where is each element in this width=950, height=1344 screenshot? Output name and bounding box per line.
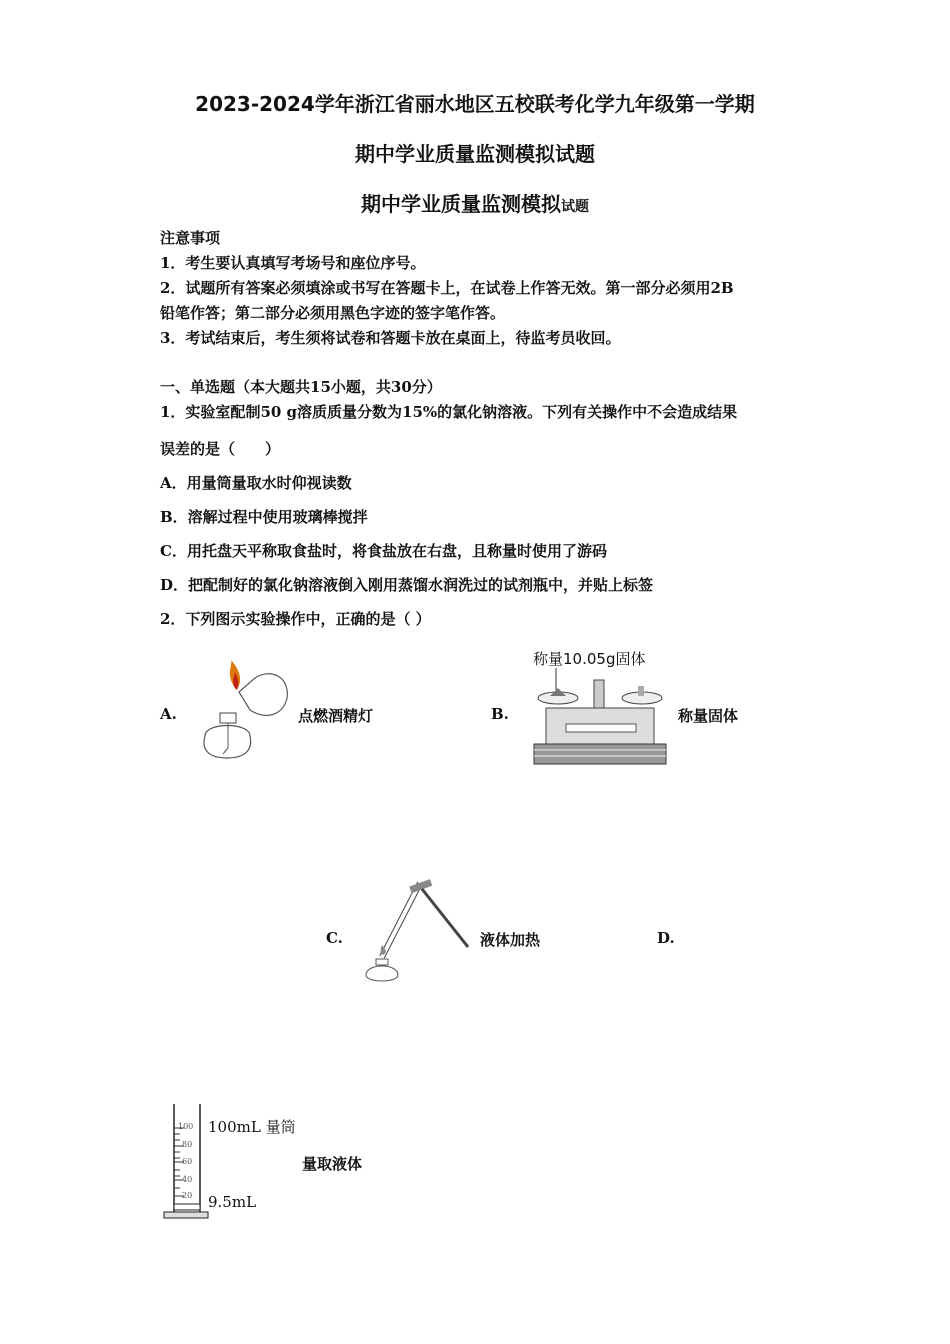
q2-option-a-caption: 点燃酒精灯 — [298, 707, 374, 725]
q2-option-c-letter: C. — [326, 929, 343, 947]
cylinder-label-bottom: 9.5mL — [208, 1193, 257, 1211]
q1-option-b: B．溶解过程中使用玻璃棒搅拌 — [160, 508, 368, 526]
q2-option-c-caption: 液体加热 — [480, 931, 541, 949]
section-heading: 一、单选题（本大题共15小题，共30分） — [160, 378, 442, 396]
balance-figure-label: 称量10.05g固体 — [533, 650, 646, 668]
alcohol-lamp-lighting-figure — [195, 658, 295, 762]
q1-option-a: A．用量筒量取水时仰视读数 — [160, 474, 352, 492]
q2-option-b-caption: 称量固体 — [678, 707, 739, 725]
q2-option-d-letter: D. — [657, 929, 675, 947]
q2-option-a-letter: A. — [160, 705, 177, 723]
q1-option-d: D．把配制好的氯化钠溶液倒入刚用蒸馏水润洗过的试剂瓶中，并贴上标签 — [160, 576, 654, 594]
title-line-3 — [0, 188, 950, 217]
scale-tick-label: 20 — [182, 1191, 193, 1200]
scale-tick-label: 60 — [182, 1157, 193, 1166]
q2-option-b-letter: B. — [491, 705, 509, 723]
liquid-heating-figure — [360, 875, 475, 987]
title-line-1: 2023-2024学年浙江省丽水地区五校联考化学九年级第一学期 — [195, 92, 755, 116]
scale-tick-label: 100 — [178, 1122, 194, 1131]
cylinder-label-top: 100mL 量筒 — [208, 1118, 296, 1136]
notice-item: 铅笔作答；第二部分必须用黑色字迹的签字笔作答。 — [160, 304, 506, 322]
notice-item: 3．考试结束后，考生须将试卷和答题卡放在桌面上，待监考员收回。 — [160, 329, 621, 347]
title-line-2: 期中学业质量监测模拟试题 — [355, 142, 595, 166]
notice-heading: 注意事项 — [160, 229, 221, 247]
q2-option-d-caption: 量取液体 — [302, 1155, 363, 1173]
title-line-3-small: 试题 — [561, 199, 589, 215]
notice-item: 2．试题所有答案必须填涂或书写在答题卡上，在试卷上作答无效。第一部分必须用2B — [160, 279, 734, 297]
notice-item: 1．考生要认真填写考场号和座位序号。 — [160, 254, 426, 272]
scale-tick-label: 80 — [182, 1140, 193, 1149]
title-line-3-main: 期中学业质量监测模拟 — [361, 192, 561, 216]
q1-stem-cont: 误差的是（ ） — [160, 440, 281, 458]
balance-figure — [530, 668, 670, 770]
q1-stem: 1．实验室配制50 g溶质质量分数为15%的氯化钠溶液。下列有关操作中不会造成结果 — [160, 403, 738, 421]
q1-option-c: C．用托盘天平称取食盐时，将食盐放在右盘，且称量时使用了游码 — [160, 542, 607, 560]
scale-tick-label: 40 — [182, 1175, 193, 1184]
q2-stem: 2．下列图示实验操作中，正确的是（ ） — [160, 610, 431, 628]
